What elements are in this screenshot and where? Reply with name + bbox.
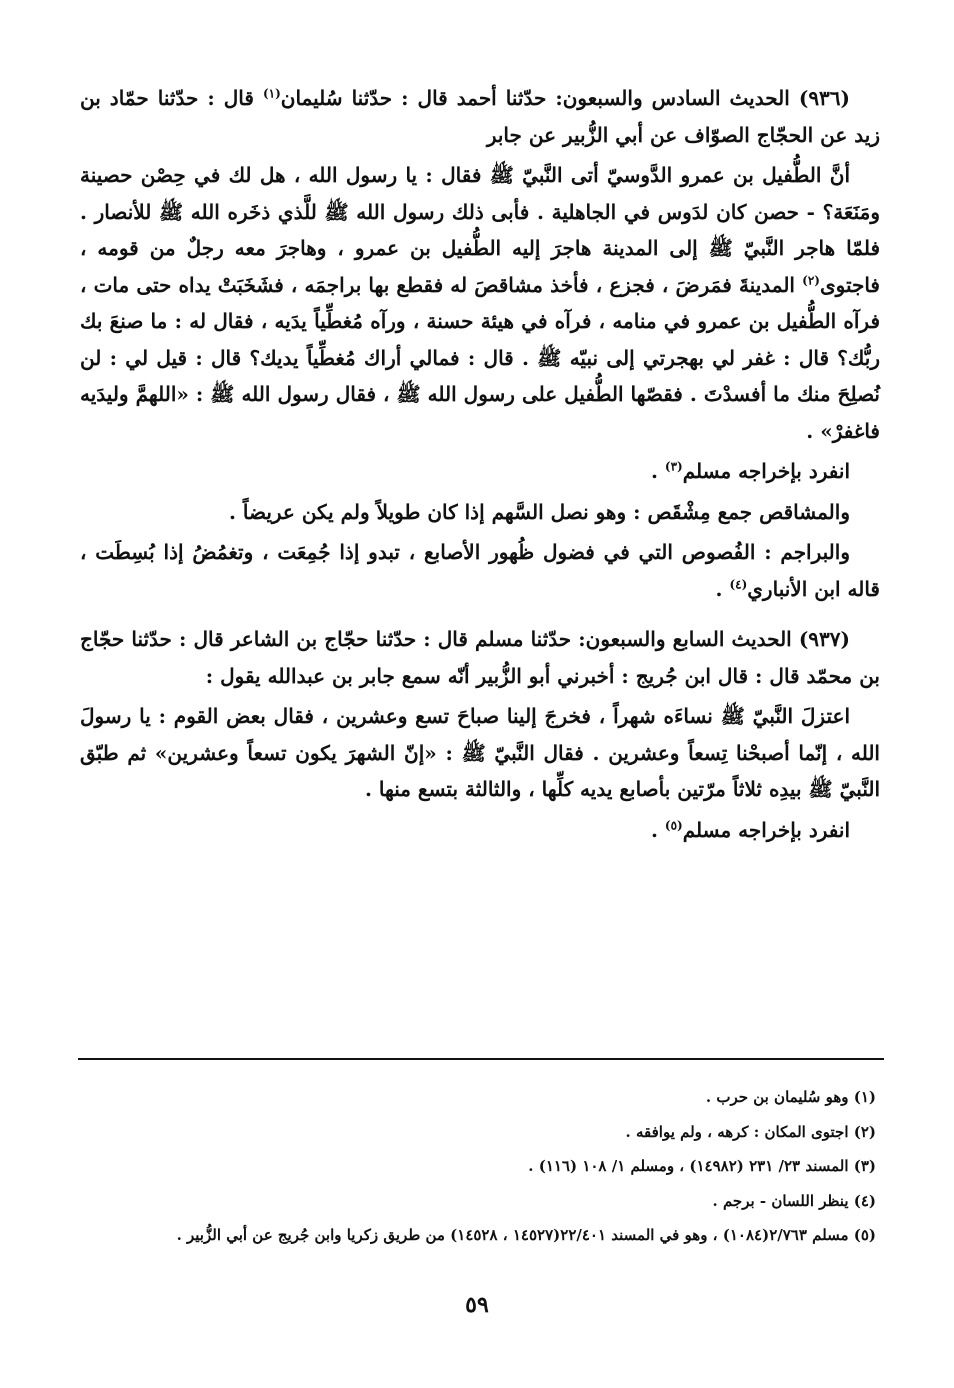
hadith-937 <box>80 621 880 848</box>
source-line <box>80 812 880 849</box>
gloss-mashaqis <box>80 494 880 531</box>
isnad-text: حدّثنا مسلم قال : حدّثنا حجّاج بن الشاعر قال : حدّثنا حجّاج بن محمّد قال : قال ابن جُريج : أخبرني أبو الزُّبير أنّه سمع جابر بن عبدالله يقول : <box>80 627 880 688</box>
footnotes <box>80 1080 876 1253</box>
footnote-ref[interactable]: (٥) <box>664 817 683 832</box>
matn-text: اعتزلَ النَّبيّ ﷺ نساءَه شهراً ، فخرجَ إلينا صباحَ تسع وعشرين ، فقال بعض القوم : يا رسولَ الله ، إنّما أصبحْنا تِسعاً وعشرين . فقال النَّبيّ ﷺ : «إنّ الشهرَ يكون تسعاً وعشرين» ثم طبّق النَّبيّ ﷺ بيدِه ثلاثاً مرّتين بأصابع يديه كلِّها ، والثالثة بتسع منها . <box>80 704 880 801</box>
source-text: انفرد بإخراجه مسلم <box>682 817 850 842</box>
hadith-number: (٩٣٧) <box>798 627 850 651</box>
footnote-4: (٤) ينظر اللسان - برجم . <box>712 1191 876 1210</box>
gloss-text: والبراجم : الفُصوص التي في فضول ظُهور الأصابع ، تبدو إذا جُمِعَت ، وتغمُضُ إذا بُسِطَت ، قاله ابن الأنباري <box>80 540 880 601</box>
main-text <box>80 80 880 862</box>
matn-text: أنَّ الطُّفيل بن عمرو الدَّوسيّ أتى النَّبيّ ﷺ فقال : يا رسول الله ، هل لك في حِصْن حصينة ومَنَعَة؟ - حصن كان لدَوس في الجاهلية . فأبى ذلك رسول الله ﷺ للَّذي ذخَره الله ﷺ للأنصار . فلمّا هاجر النَّبيّ ﷺ إلى المدينة هاجرَ إليه الطُّفيل بن عمرو ، وهاجرَ معه رجلٌ من قومه ، فاجتوى <box>80 163 880 297</box>
gloss-text: والمشاقص جمع مِشْقَص : وهو نصل السَّهم إذا كان طويلاً ولم يكن عريضاً . <box>228 499 850 524</box>
hadith-937-text <box>80 698 880 808</box>
hadith-title: الحديث السادس والسبعون: <box>555 86 790 110</box>
footnote-separator <box>78 1058 884 1060</box>
gloss-end: . <box>715 576 723 601</box>
footnote-ref[interactable]: (٤) <box>729 576 748 591</box>
hadith-937-chain <box>80 621 880 694</box>
source-end: . <box>650 459 658 483</box>
source-text: انفرد بإخراجه مسلم <box>682 459 850 483</box>
footnote-1: (١) وهو سُليمان بن حرب . <box>705 1088 876 1106</box>
hadith-number: (٩٣٦) <box>798 86 851 110</box>
hadith-936-chain <box>80 80 880 153</box>
footnote-ref[interactable]: (١) <box>262 86 281 101</box>
footnote-5: (٥) مسلم ٢/٧٦٣(١٠٨٤) ، وهو في المسند ٢٢/٤٠١(١٤٥٢٧ ، ١٤٥٢٨) من طريق زكريا وابن جُريج عن أبي الزُّبير . <box>176 1226 876 1244</box>
isnad-part: حدّثنا أحمد قال : حدّثنا سُليمان <box>280 86 547 110</box>
hadith-title: الحديث السابع والسبعون: <box>578 627 792 651</box>
footnote-2: (٢) اجتوى المكان : كرهه ، ولم يوافقه . <box>625 1122 876 1141</box>
isnad-part: قال : حدّثنا حمّاد بن زيد عن الحجّاج الصوّاف عن أبي الزُّبير عن جابر <box>80 86 880 147</box>
gloss-barajim <box>80 534 880 607</box>
hadith-936 <box>80 80 880 607</box>
page-number: ٥٩ <box>465 1292 489 1318</box>
matn-text: المدينةَ فمَرضَ ، فجزع ، فأخذ مشاقصَ له فقطع بها براجمَه ، فشَخَبَتْ يداه حتى مات ، فرآه الطُّفيل بن عمرو في منامه ، فرآه في هيئة حسنة ، ورآه مُغطِّياً يدَيه ، فقال له : ما صنعَ بك ربُّك؟ قال : غفر لي بهجرتي إلى نبيّه ﷺ . قال : فمالي أراك مُغطِّياً يديك؟ قال : قيل لي : لن نُصلِحَ منك ما أفسدْتَ . فقصّها الطُّفيل على رسول الله ﷺ ، فقال رسول الله ﷺ : «اللهمَّ وليدَيه فاغفرْ» . <box>80 272 880 443</box>
footnote-ref[interactable]: (٣) <box>664 459 683 474</box>
footnote-ref[interactable]: (٢) <box>802 272 820 287</box>
hadith-936-text <box>80 157 880 449</box>
source-end: . <box>650 817 658 842</box>
footnote-3: (٣) المسند ٢٣/ ٢٣١ (١٤٩٨٢) ، ومسلم ١/ ١٠٨ (١١٦) . <box>528 1157 876 1175</box>
source-line <box>80 453 880 490</box>
